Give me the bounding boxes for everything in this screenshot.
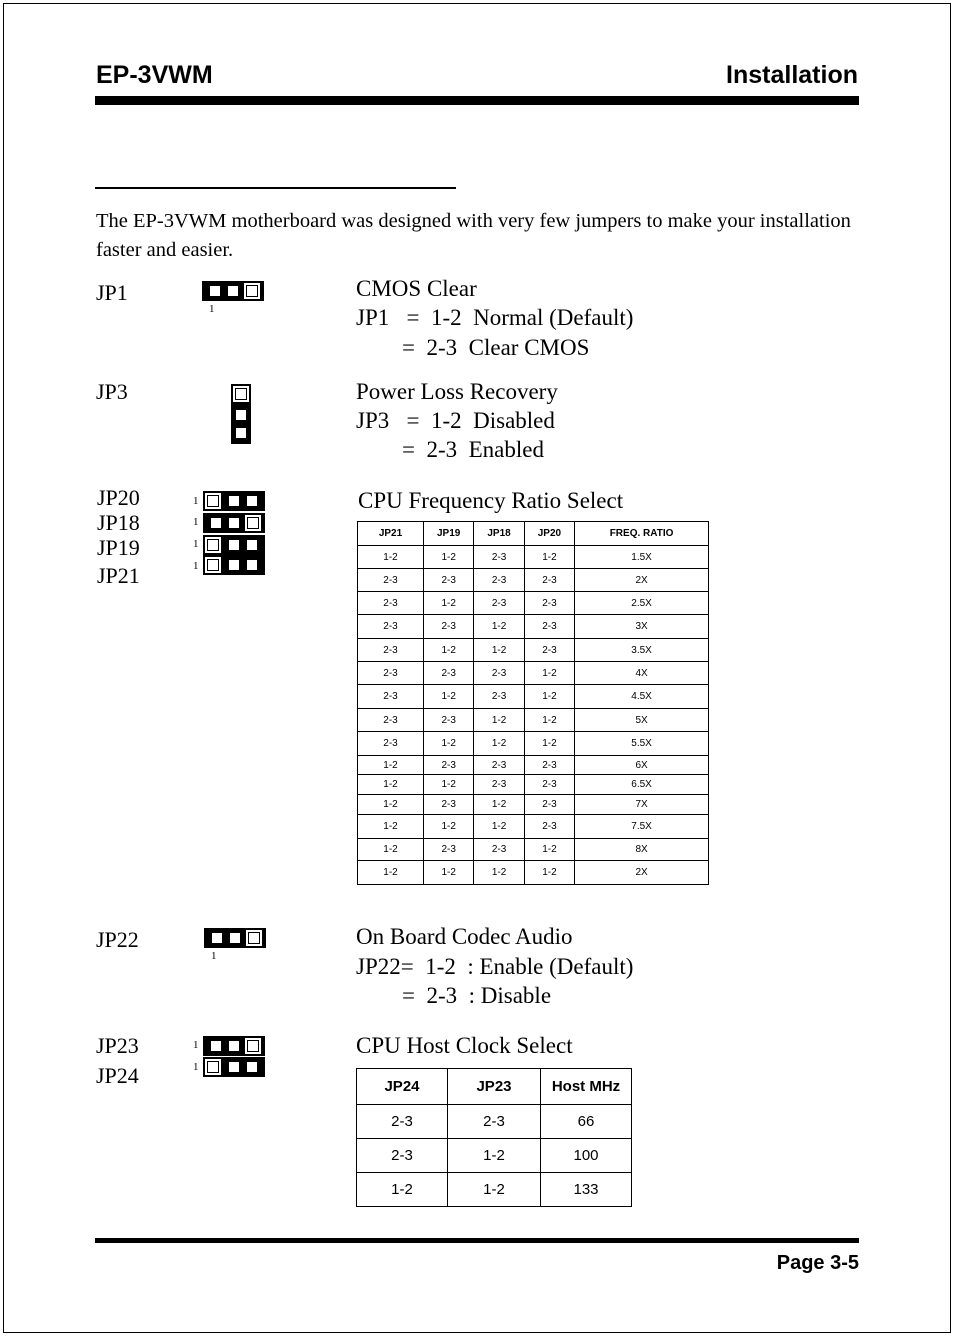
jp3-setting-1: JP3 = 1-2 Disabled — [356, 408, 555, 433]
freq-table-header — [358, 522, 709, 546]
jp20-label: JP20 — [97, 485, 140, 510]
table-cell: 7X — [575, 795, 709, 815]
table-cell: 2-3 — [358, 709, 424, 732]
table-cell: 1-2 — [424, 592, 474, 615]
table-cell: 2-3 — [524, 815, 574, 839]
table-cell: 1-2 — [524, 732, 574, 756]
table-row — [358, 685, 709, 709]
table-cell: 2-3 — [424, 795, 474, 815]
jp1-label: JP1 — [96, 280, 128, 305]
table-cell: 2-3 — [424, 662, 474, 685]
table-row — [358, 546, 709, 569]
table-cell: 2X — [575, 861, 709, 885]
freq-header-jp21: JP21 — [358, 522, 424, 546]
clock-header-host-mhz: Host MHz — [541, 1069, 632, 1105]
table-cell: 1-2 — [424, 732, 474, 756]
table-cell: 1-2 — [424, 685, 474, 709]
table-cell: 5X — [575, 709, 709, 732]
clock-header-jp23: JP23 — [448, 1069, 541, 1105]
table-row — [358, 639, 709, 662]
table-cell: 4.5X — [575, 685, 709, 709]
jp24-jumper-icon — [203, 1057, 265, 1077]
footer-rule — [95, 1238, 859, 1243]
table-cell: 1-2 — [424, 815, 474, 839]
jp20-jumper-icon — [203, 491, 265, 511]
table-row — [358, 709, 709, 732]
jp19-pin1-marker: 1 — [193, 538, 199, 550]
table-cell: 1-2 — [424, 639, 474, 662]
jp3-setting-2: = 2-3 Enabled — [356, 437, 544, 462]
table-cell: 1-2 — [524, 861, 574, 885]
table-cell: 8X — [575, 839, 709, 861]
table-cell: 2-3 — [358, 569, 424, 592]
header-model: EP-3VWM — [96, 61, 213, 89]
table-cell: 3.5X — [575, 639, 709, 662]
table-cell: 1-2 — [358, 815, 424, 839]
table-cell: 100 — [541, 1139, 632, 1173]
jp23-jumper-icon — [203, 1036, 265, 1056]
table-row — [358, 615, 709, 639]
jp22-label: JP22 — [96, 927, 139, 952]
table-cell: 2-3 — [358, 732, 424, 756]
jp21-jumper-icon — [203, 555, 265, 575]
jp19-jumper-icon — [203, 535, 265, 555]
table-cell: 1-2 — [424, 546, 474, 569]
table-cell: 2-3 — [524, 569, 574, 592]
table-cell: 2-3 — [424, 709, 474, 732]
section-title-underline — [95, 187, 456, 189]
table-cell: 2-3 — [524, 639, 574, 662]
jp22-pin1-marker: 1 — [211, 950, 217, 962]
table-cell: 1-2 — [358, 839, 424, 861]
table-cell: 1-2 — [448, 1173, 541, 1207]
table-cell: 2-3 — [474, 662, 524, 685]
jp1-pin1-marker: 1 — [209, 303, 215, 315]
jp24-pin1-marker: 1 — [193, 1061, 199, 1073]
jp1-setting-2: = 2-3 Clear CMOS — [356, 335, 590, 360]
table-cell: 2-3 — [358, 615, 424, 639]
table-cell: 1-2 — [474, 815, 524, 839]
jp3-title: Power Loss Recovery — [356, 379, 558, 404]
clock-table-header — [357, 1069, 632, 1105]
table-cell: 1-2 — [524, 685, 574, 709]
table-cell: 1-2 — [474, 732, 524, 756]
table-row — [358, 775, 709, 795]
table-cell: 2-3 — [424, 615, 474, 639]
table-row — [357, 1105, 632, 1139]
table-cell: 1-2 — [524, 839, 574, 861]
freq-header-ratio: FREQ. RATIO — [575, 522, 709, 546]
table-row — [358, 756, 709, 775]
jp3-label: JP3 — [96, 379, 128, 404]
table-cell: 2-3 — [357, 1105, 448, 1139]
table-cell: 2-3 — [524, 615, 574, 639]
table-cell: 2-3 — [474, 839, 524, 861]
table-row — [358, 839, 709, 861]
header-section: Installation — [726, 61, 858, 89]
table-cell: 2-3 — [474, 756, 524, 775]
jp24-label: JP24 — [96, 1063, 139, 1088]
jp22-jumper-icon — [204, 928, 266, 948]
jp19-label: JP19 — [97, 535, 140, 560]
host-clock-table — [356, 1068, 632, 1207]
table-cell: 1-2 — [448, 1139, 541, 1173]
table-cell: 1-2 — [524, 662, 574, 685]
intro-paragraph: The EP-3VWM motherboard was designed with very few jumpers to make your installation faster and easier. — [96, 210, 851, 261]
table-cell: 2-3 — [358, 685, 424, 709]
jp22-setting-2: = 2-3 : Disable — [356, 983, 552, 1008]
freq-header-jp19: JP19 — [424, 522, 474, 546]
table-row — [358, 569, 709, 592]
table-cell: 3X — [575, 615, 709, 639]
table-row — [358, 662, 709, 685]
table-cell: 1-2 — [474, 639, 524, 662]
table-cell: 1-2 — [358, 795, 424, 815]
table-cell: 2-3 — [424, 569, 474, 592]
jp1-setting-1: JP1 = 1-2 Normal (Default) — [356, 305, 634, 330]
jp20-pin1-marker: 1 — [193, 495, 199, 507]
page-number: Page 3-5 — [776, 1252, 859, 1274]
table-cell: 2-3 — [358, 592, 424, 615]
table-cell: 1-2 — [474, 795, 524, 815]
table-cell: 2-3 — [524, 775, 574, 795]
table-cell: 2X — [575, 569, 709, 592]
table-cell: 2-3 — [424, 756, 474, 775]
table-cell: 5.5X — [575, 732, 709, 756]
table-row — [358, 592, 709, 615]
table-row — [357, 1173, 632, 1207]
table-cell: 1-2 — [358, 546, 424, 569]
table-cell: 1.5X — [575, 546, 709, 569]
table-cell: 2-3 — [474, 685, 524, 709]
freq-ratio-table — [357, 521, 709, 885]
table-cell: 2-3 — [424, 839, 474, 861]
clock-title: CPU Host Clock Select — [356, 1033, 573, 1058]
table-row — [358, 861, 709, 885]
table-cell: 1-2 — [474, 615, 524, 639]
jp22-title: On Board Codec Audio — [356, 924, 573, 949]
table-cell: 2-3 — [358, 662, 424, 685]
table-row — [358, 732, 709, 756]
table-cell: 2-3 — [474, 775, 524, 795]
table-cell: 1-2 — [524, 709, 574, 732]
table-cell: 1-2 — [358, 756, 424, 775]
table-cell: 2-3 — [448, 1105, 541, 1139]
jp23-pin1-marker: 1 — [193, 1039, 199, 1051]
table-cell: 1-2 — [424, 861, 474, 885]
table-cell: 2-3 — [474, 569, 524, 592]
table-cell: 66 — [541, 1105, 632, 1139]
freq-title: CPU Frequency Ratio Select — [358, 488, 624, 513]
jp1-jumper-icon — [202, 281, 264, 301]
table-cell: 2.5X — [575, 592, 709, 615]
table-cell: 1-2 — [524, 546, 574, 569]
clock-header-jp24: JP24 — [357, 1069, 448, 1105]
freq-header-jp18: JP18 — [474, 522, 524, 546]
table-cell: 2-3 — [474, 592, 524, 615]
table-cell: 1-2 — [358, 775, 424, 795]
table-cell: 7.5X — [575, 815, 709, 839]
table-cell: 4X — [575, 662, 709, 685]
table-row — [358, 795, 709, 815]
jp23-label: JP23 — [96, 1033, 139, 1058]
table-cell: 2-3 — [524, 592, 574, 615]
table-cell: 1-2 — [358, 861, 424, 885]
table-cell: 1-2 — [474, 709, 524, 732]
jp21-label: JP21 — [97, 563, 140, 588]
table-cell: 6.5X — [575, 775, 709, 795]
header-rule — [95, 96, 859, 105]
table-cell: 1-2 — [474, 861, 524, 885]
table-cell: 2-3 — [474, 546, 524, 569]
jp22-setting-1: JP22= 1-2 : Enable (Default) — [356, 954, 634, 979]
jp3-jumper-icon — [231, 384, 251, 444]
freq-header-jp20: JP20 — [524, 522, 574, 546]
jp18-pin1-marker: 1 — [193, 516, 199, 528]
table-cell: 6X — [575, 756, 709, 775]
table-cell: 133 — [541, 1173, 632, 1207]
table-cell: 2-3 — [358, 639, 424, 662]
table-cell: 2-3 — [524, 795, 574, 815]
jp18-label: JP18 — [97, 510, 140, 535]
table-row — [357, 1139, 632, 1173]
table-cell: 2-3 — [357, 1139, 448, 1173]
table-cell: 1-2 — [357, 1173, 448, 1207]
jp18-jumper-icon — [203, 513, 265, 533]
table-row — [358, 815, 709, 839]
table-cell: 1-2 — [424, 775, 474, 795]
table-cell: 2-3 — [524, 756, 574, 775]
jp1-title: CMOS Clear — [356, 276, 477, 301]
jp21-pin1-marker: 1 — [193, 560, 199, 572]
